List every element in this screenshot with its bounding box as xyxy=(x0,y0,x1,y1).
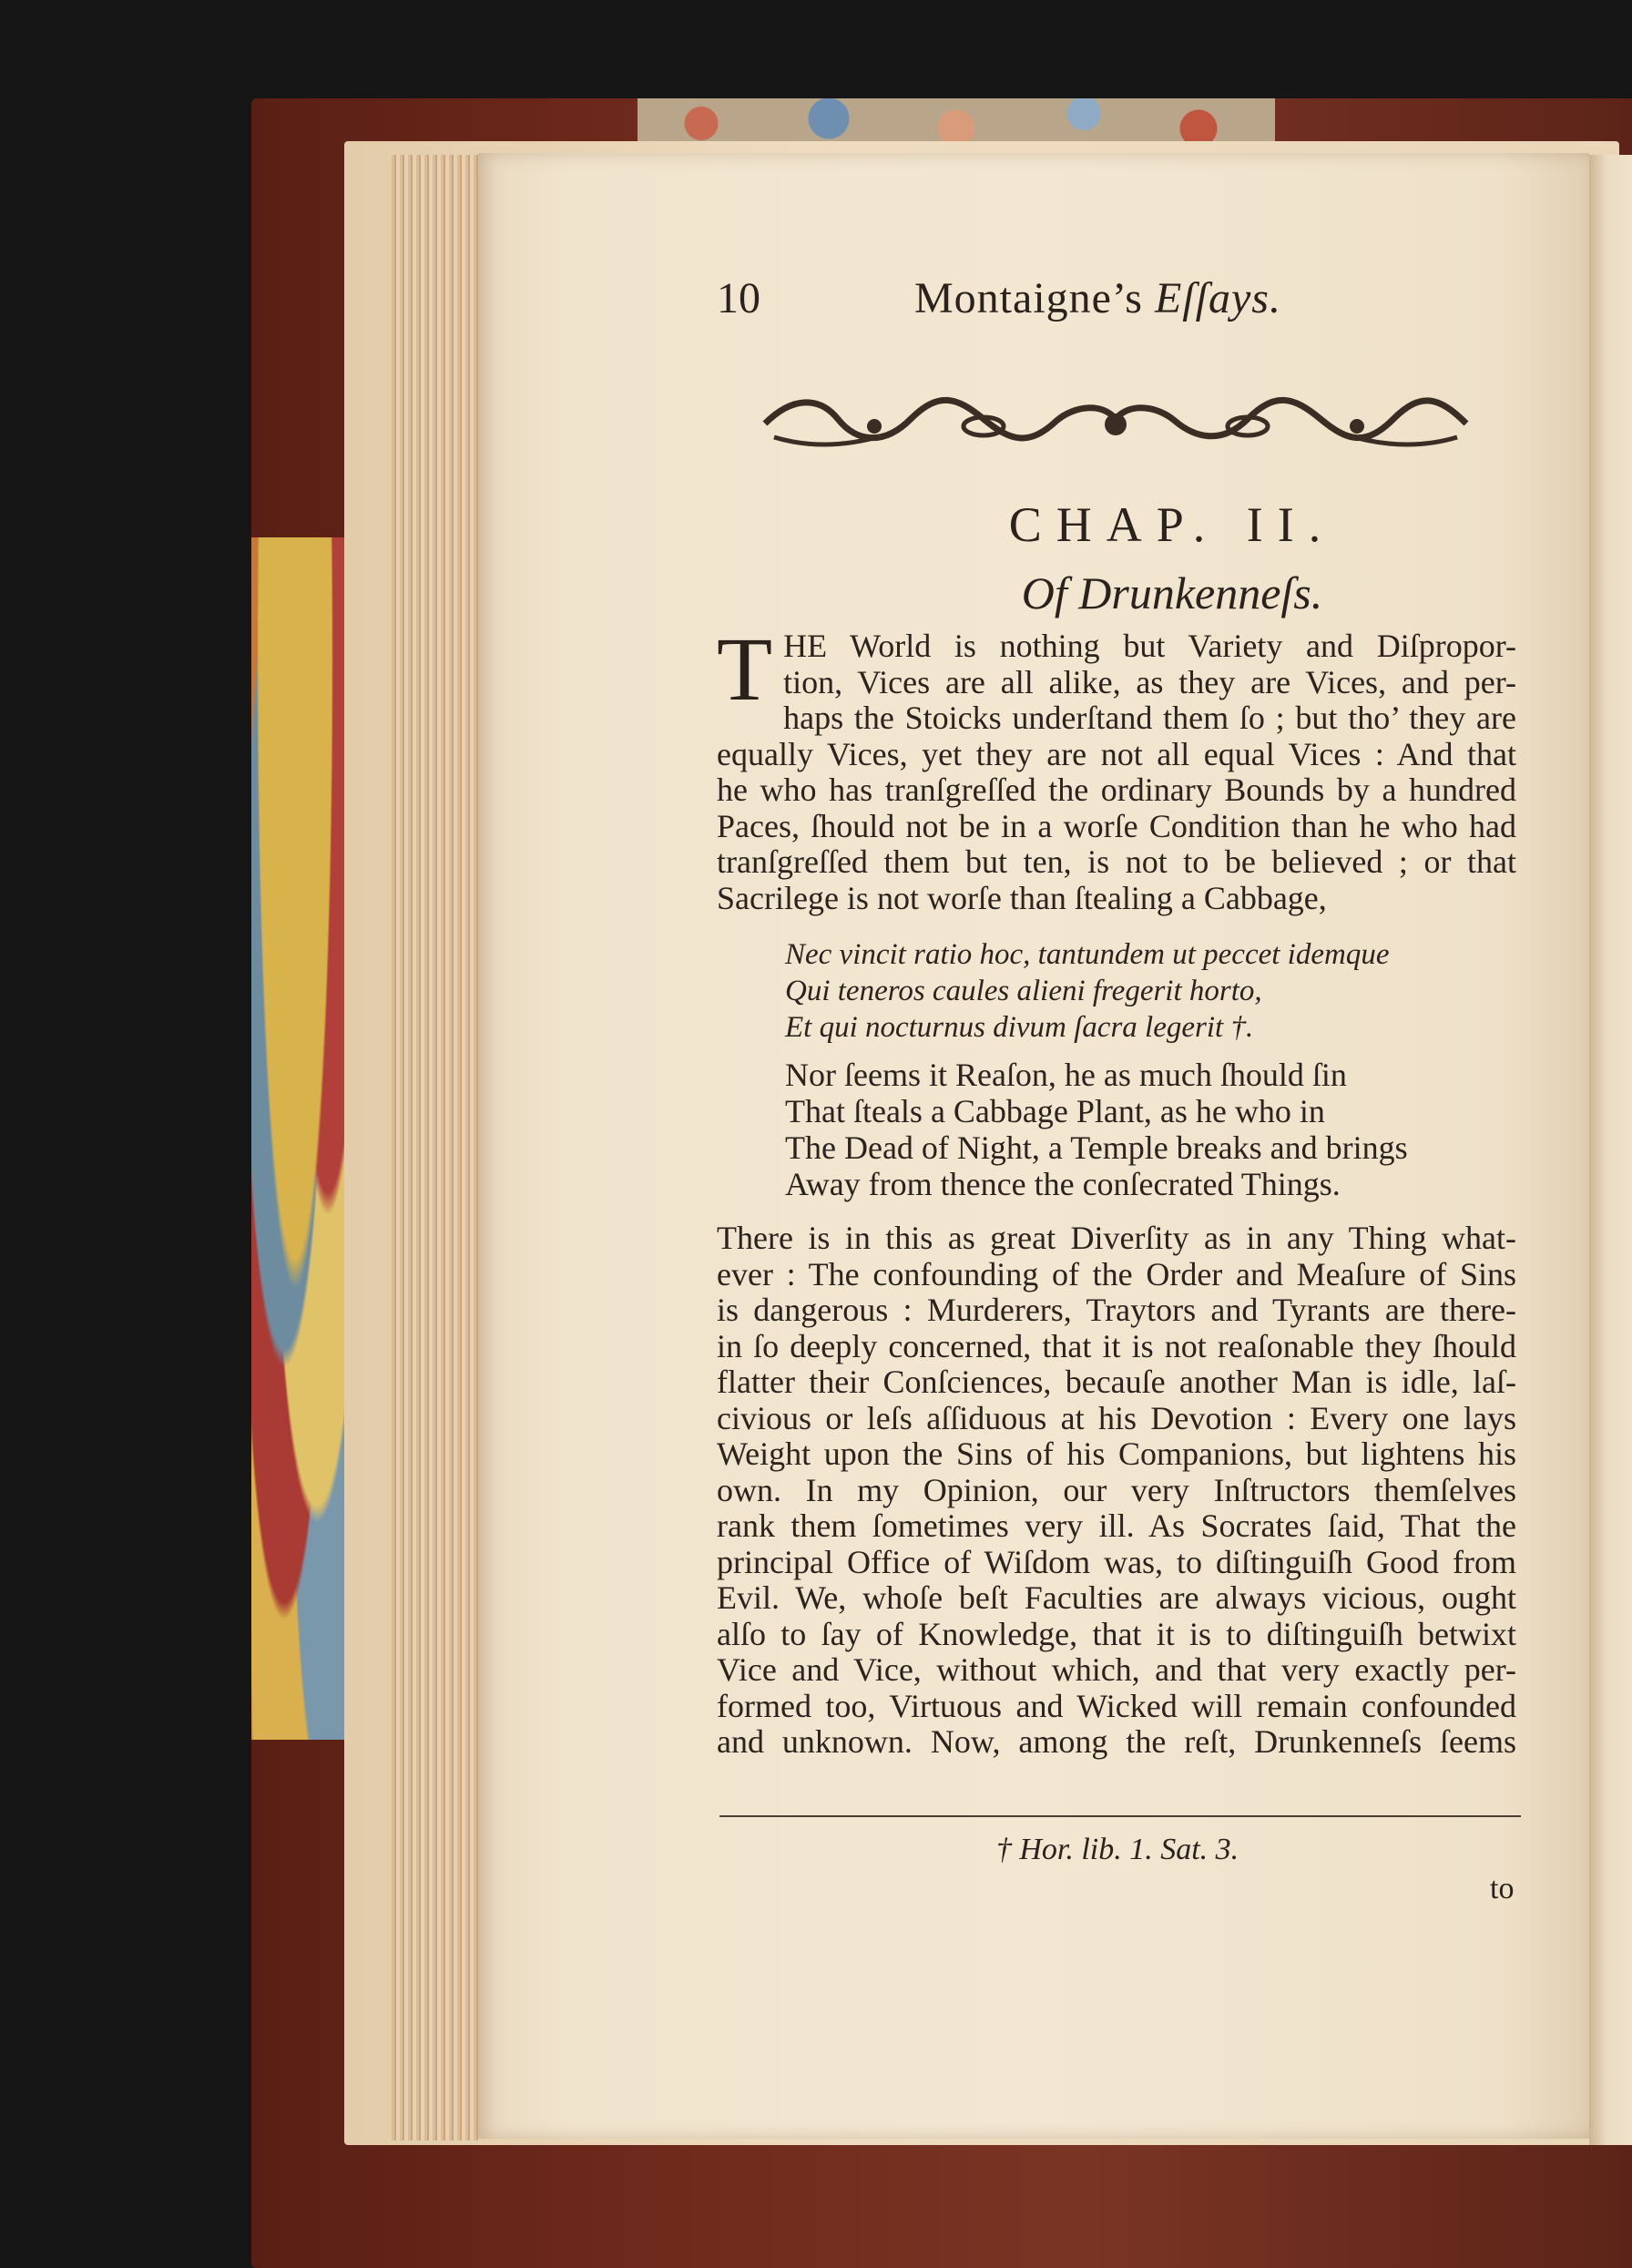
verse-line: Nec vincit ratio hoc, tantundem ut peccet idemque xyxy=(785,938,1390,971)
text-line: civious or leſs aſſiduous at his Devotion : Every one lays xyxy=(717,1399,1516,1436)
verse-line: That ſteals a Cabbage Plant, as he who in xyxy=(785,1093,1325,1129)
text-line: formed too, Virtuous and Wicked will remain confounded xyxy=(717,1687,1516,1724)
text-line: equally Vices, yet they are not all equal Vices : And that xyxy=(717,735,1516,772)
text-line: Vice and Vice, without which, and that very exactly per- xyxy=(717,1651,1516,1688)
text-line: rank them ſometimes very ill. As Socrates ſaid, That the xyxy=(717,1507,1516,1544)
text-line: haps the Stoicks underſtand them ſo ; but tho’ they are xyxy=(783,700,1516,736)
verse-line: Nor ſeems it Reaſon, he as much ſhould ſin xyxy=(785,1057,1347,1093)
chapter-heading: CHAP. II. xyxy=(1008,497,1336,552)
facing-page-edge xyxy=(1589,155,1632,2145)
text-line: in ſo deeply concerned, that it is not reaſonable they ſhould xyxy=(717,1327,1516,1364)
chapter-title: Of Drunkenneſs. xyxy=(1021,567,1323,618)
text-line: tion, Vices are all alike, as they are Vices, and per- xyxy=(783,663,1516,700)
text-line: There is in this as great Diverſity as in any Thing what- xyxy=(717,1220,1516,1256)
latin-verse xyxy=(785,936,1477,1046)
footnote-rule xyxy=(719,1815,1521,1817)
running-title-italic: Eſſays. xyxy=(1154,274,1281,322)
paragraph-2 xyxy=(717,1221,1516,1761)
text-line: Sacrilege is not worſe than ſtealing a Cabbage, xyxy=(717,879,1327,916)
text-line: Weight upon the Sins of his Companions, but lightens his xyxy=(717,1435,1516,1472)
running-title xyxy=(914,273,1281,323)
drop-cap: T xyxy=(717,618,773,720)
text-line: ever : The confounding of the Order and Meaſure of Sins xyxy=(717,1255,1516,1292)
text-line: Evil. We, whoſe beſt Faculties are always vicious, ought xyxy=(717,1579,1516,1616)
verse-line: Et qui nocturnus divum ſacra legerit †. xyxy=(785,1011,1254,1044)
text-line: principal Office of Wiſdom was, to diſtinguiſh Good from xyxy=(717,1543,1516,1580)
footnote: † Hor. lib. 1. Sat. 3. xyxy=(995,1833,1239,1866)
text-line: he who has tranſgreſſed the ordinary Bounds by a hundred xyxy=(717,771,1516,808)
headpiece-ornament-icon xyxy=(756,392,1475,455)
page-edges xyxy=(392,155,483,2140)
text-line: alſo to ſay of Knowledge, that it is to diſtinguiſh betwixt xyxy=(717,1615,1516,1652)
text-line: flatter their Conſciences, becauſe another Man is idle, laſ- xyxy=(717,1364,1516,1400)
verse-line: Qui teneros caules alieni fregerit horto, xyxy=(785,975,1262,1007)
verse-line: The Dead of Night, a Temple breaks and brings xyxy=(785,1129,1408,1166)
running-title-main: Montaigne’s xyxy=(914,274,1143,322)
verse-line: Away from thence the conſecrated Things. xyxy=(785,1166,1341,1202)
page-number: 10 xyxy=(717,274,760,322)
text-line: own. In my Opinion, our very Inſtructors themſelves xyxy=(717,1471,1516,1508)
text-line: HE World is nothing but Variety and Diſpropor- xyxy=(783,628,1516,664)
english-verse xyxy=(785,1057,1477,1202)
paragraph-1 xyxy=(717,618,1516,916)
text-line: and unknown. Now, among the reſt, Drunkenneſs ſeems xyxy=(717,1723,1516,1760)
catchword: to xyxy=(1490,1872,1515,1905)
text-line: Paces, ſhould not be in a worſe Condition than he who had xyxy=(717,807,1516,844)
text-line: tranſgreſſed them but ten, is not to be believed ; or that xyxy=(717,843,1516,880)
text-line: is dangerous : Murderers, Traytors and Tyrants are there- xyxy=(717,1292,1516,1328)
